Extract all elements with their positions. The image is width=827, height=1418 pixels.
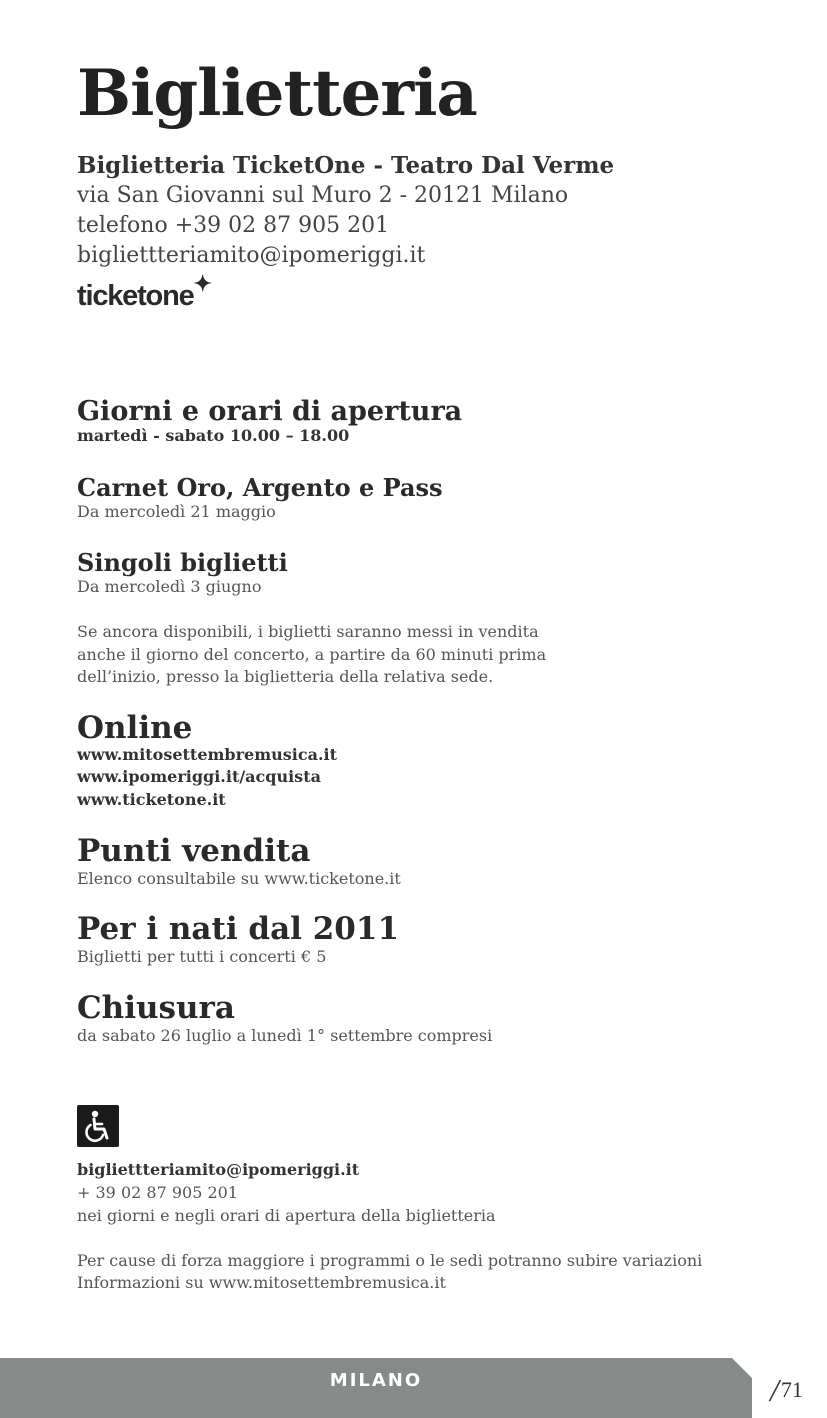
online-link-mito[interactable]: www.mitosettembremusica.it: [77, 745, 338, 764]
nati-text: Biglietti per tutti i concerti € 5: [77, 947, 327, 966]
online-link-ticketone[interactable]: www.ticketone.it: [77, 790, 226, 809]
chiusura-heading: Chiusura: [77, 990, 235, 1026]
access-note: nei giorni e negli orari di apertura della biglietteria: [77, 1206, 496, 1225]
punti-text: Elenco consultabile su www.ticketone.it: [77, 869, 401, 888]
wheelchair-icon: [77, 1105, 119, 1147]
venue-email: bigliettteriamito@ipomeriggi.it: [77, 243, 426, 268]
nati-heading: Per i nati dal 2011: [77, 911, 400, 947]
sparkle-star-icon: ✦: [193, 271, 212, 296]
venue-phone: telefono +39 02 87 905 201: [77, 213, 390, 238]
online-link-ipomeriggi[interactable]: www.ipomeriggi.it/acquista: [77, 767, 321, 786]
access-email[interactable]: bigliettteriamito@ipomeriggi.it: [77, 1160, 360, 1179]
carnet-date: Da mercoledì 21 maggio: [77, 502, 276, 521]
venue-name: Biglietteria TicketOne - Teatro Dal Verme: [77, 152, 615, 179]
venue-address: via San Giovanni sul Muro 2 - 20121 Milano: [77, 183, 569, 208]
footer-city-label: MILANO: [329, 1370, 423, 1391]
chiusura-text: da sabato 26 luglio a lunedì 1° settembre compresi: [77, 1026, 493, 1045]
disclaimer-line: Informazioni su www.mitosettembremusica.it: [77, 1273, 446, 1292]
singoli-date: Da mercoledì 3 giugno: [77, 577, 262, 596]
disclaimer-line: Per cause di forza maggiore i programmi o le sedi potranno subire variazioni: [77, 1251, 703, 1270]
page-number-value: 71: [780, 1377, 803, 1402]
singoli-heading: Singoli biglietti: [77, 548, 288, 577]
singoli-note-line: Se ancora disponibili, i biglietti saranno messi in vendita: [77, 622, 539, 641]
singoli-note-line: anche il giorno del concerto, a partire da 60 minuti prima: [77, 645, 547, 664]
singoli-note-line: dell’inizio, presso la biglietteria della relativa sede.: [77, 667, 494, 686]
page-slash: /: [770, 1372, 779, 1408]
opening-hours: martedì - sabato 10.00 – 18.00: [77, 426, 350, 445]
ticketone-logo: [77, 271, 212, 313]
carnet-heading: Carnet Oro, Argento e Pass: [77, 473, 443, 502]
opening-heading: Giorni e orari di apertura: [77, 396, 463, 427]
page-number: [770, 1368, 803, 1408]
page-title: Biglietteria: [77, 56, 477, 131]
online-heading: Online: [77, 710, 193, 746]
access-phone: + 39 02 87 905 201: [77, 1183, 238, 1202]
logo-text: ticketone: [77, 280, 194, 312]
punti-heading: Punti vendita: [77, 833, 311, 869]
